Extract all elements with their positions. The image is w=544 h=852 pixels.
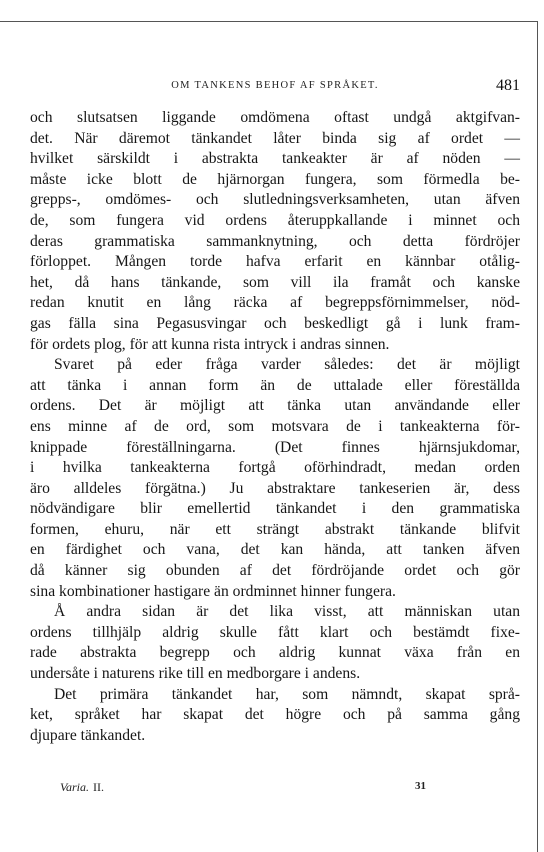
page-footer xyxy=(30,780,520,800)
text-line: formen, ehuru, när ett strängt abstrakt tänkande blifvit xyxy=(30,520,520,538)
paragraph-start-line: Å andra sidan är det lika visst, att människan utan xyxy=(54,603,520,621)
text-line: redan knutit en lång räcka af begreppsförnimmelser, nöd- xyxy=(30,294,520,312)
text-line: ket, språket har skapat det högre och på samma gång xyxy=(30,706,520,724)
text-line: ens minne af de ord, som motsvara de i tankeakterna för- xyxy=(30,417,520,435)
text-line: det. När däremot tänkandet låter binda sig af ordet — xyxy=(30,129,520,147)
text-line: att tänka i annan form än de uttalade eller föreställda xyxy=(30,376,520,394)
text-line: i hvilka tankeakterna fortgå oförhindradt, medan orden xyxy=(30,459,520,477)
text-line: grepps-, omdömes- och slutledningsverksamheten, utan äfven xyxy=(30,191,520,209)
text-line: förloppet. Mången torde hafva erfarit en kännbar otålig- xyxy=(30,253,520,271)
text-line: deras grammatiska sammanknytning, och detta fördröjer xyxy=(30,232,520,250)
sheet-number: 31 xyxy=(415,780,426,792)
text-line: gas fälla sina Pegasusvingar och beskedligt gå i lunk fram- xyxy=(30,314,520,332)
signature-volume: II. xyxy=(93,780,105,794)
text-line: ordens. Det är möjligt att tänka utan användande eller xyxy=(30,397,520,415)
text-line: djupare tänkandet. xyxy=(30,726,146,744)
paragraph-start-line: Det primära tänkandet har, som nämndt, skapat språ- xyxy=(54,685,520,703)
scan-edge-right xyxy=(537,21,538,852)
page-number: 481 xyxy=(496,77,520,94)
paragraph-start-line: Svaret på eder fråga varder således: det är möjligt xyxy=(54,356,520,374)
running-title: OM TANKENS BEHOF AF SPRÅKET. xyxy=(171,80,379,91)
text-line: knippade föreställningarna. (Det finnes hjärnsjukdomar, xyxy=(30,438,520,456)
text-line: de, som fungera vid ordens återuppkallande i minnet och xyxy=(30,211,520,229)
text-line: nödvändigare blir emellertid tänkandet i den grammatiska xyxy=(30,500,520,518)
text-line: en färdighet och vana, det kan hända, att tanken äfven xyxy=(30,541,520,559)
text-line: äro alldeles förgätna.) Ju abstraktare tankeserien är, dess xyxy=(30,479,520,497)
text-line: sina kombinationer hastigare än ordminnet hinner fungera. xyxy=(30,582,396,600)
text-line: ordens tillhjälp aldrig skulle fått klart och bestämdt fixe- xyxy=(30,623,520,641)
text-line: undersåte i naturens rike till en medborgare i andens. xyxy=(30,665,361,683)
text-line: och slutsatsen liggande omdömena oftast undgå aktgifvan- xyxy=(30,109,520,126)
signature-title: Varia. xyxy=(60,780,90,794)
scan-edge-top xyxy=(0,21,538,22)
text-line: då känner sig obunden af det fördröjande ordet och gör xyxy=(30,562,520,580)
text-line: hvilket särskildt i abstrakta tankeakter är af nöden — xyxy=(30,150,520,168)
running-head xyxy=(30,78,520,100)
signature-mark xyxy=(60,780,104,795)
text-line: rade abstrakta begrepp och aldrig kunnat växa från en xyxy=(30,644,520,662)
text-line: het, då hans tänkande, som vill ila framåt och kanske xyxy=(30,273,520,291)
text-line: för ordets plog, för att kunna rista intryck i andras sinnen. xyxy=(30,335,390,353)
text-line: måste icke blott de hjärnorgan fungera, som förmedla be- xyxy=(30,170,520,188)
body-text xyxy=(30,108,520,746)
